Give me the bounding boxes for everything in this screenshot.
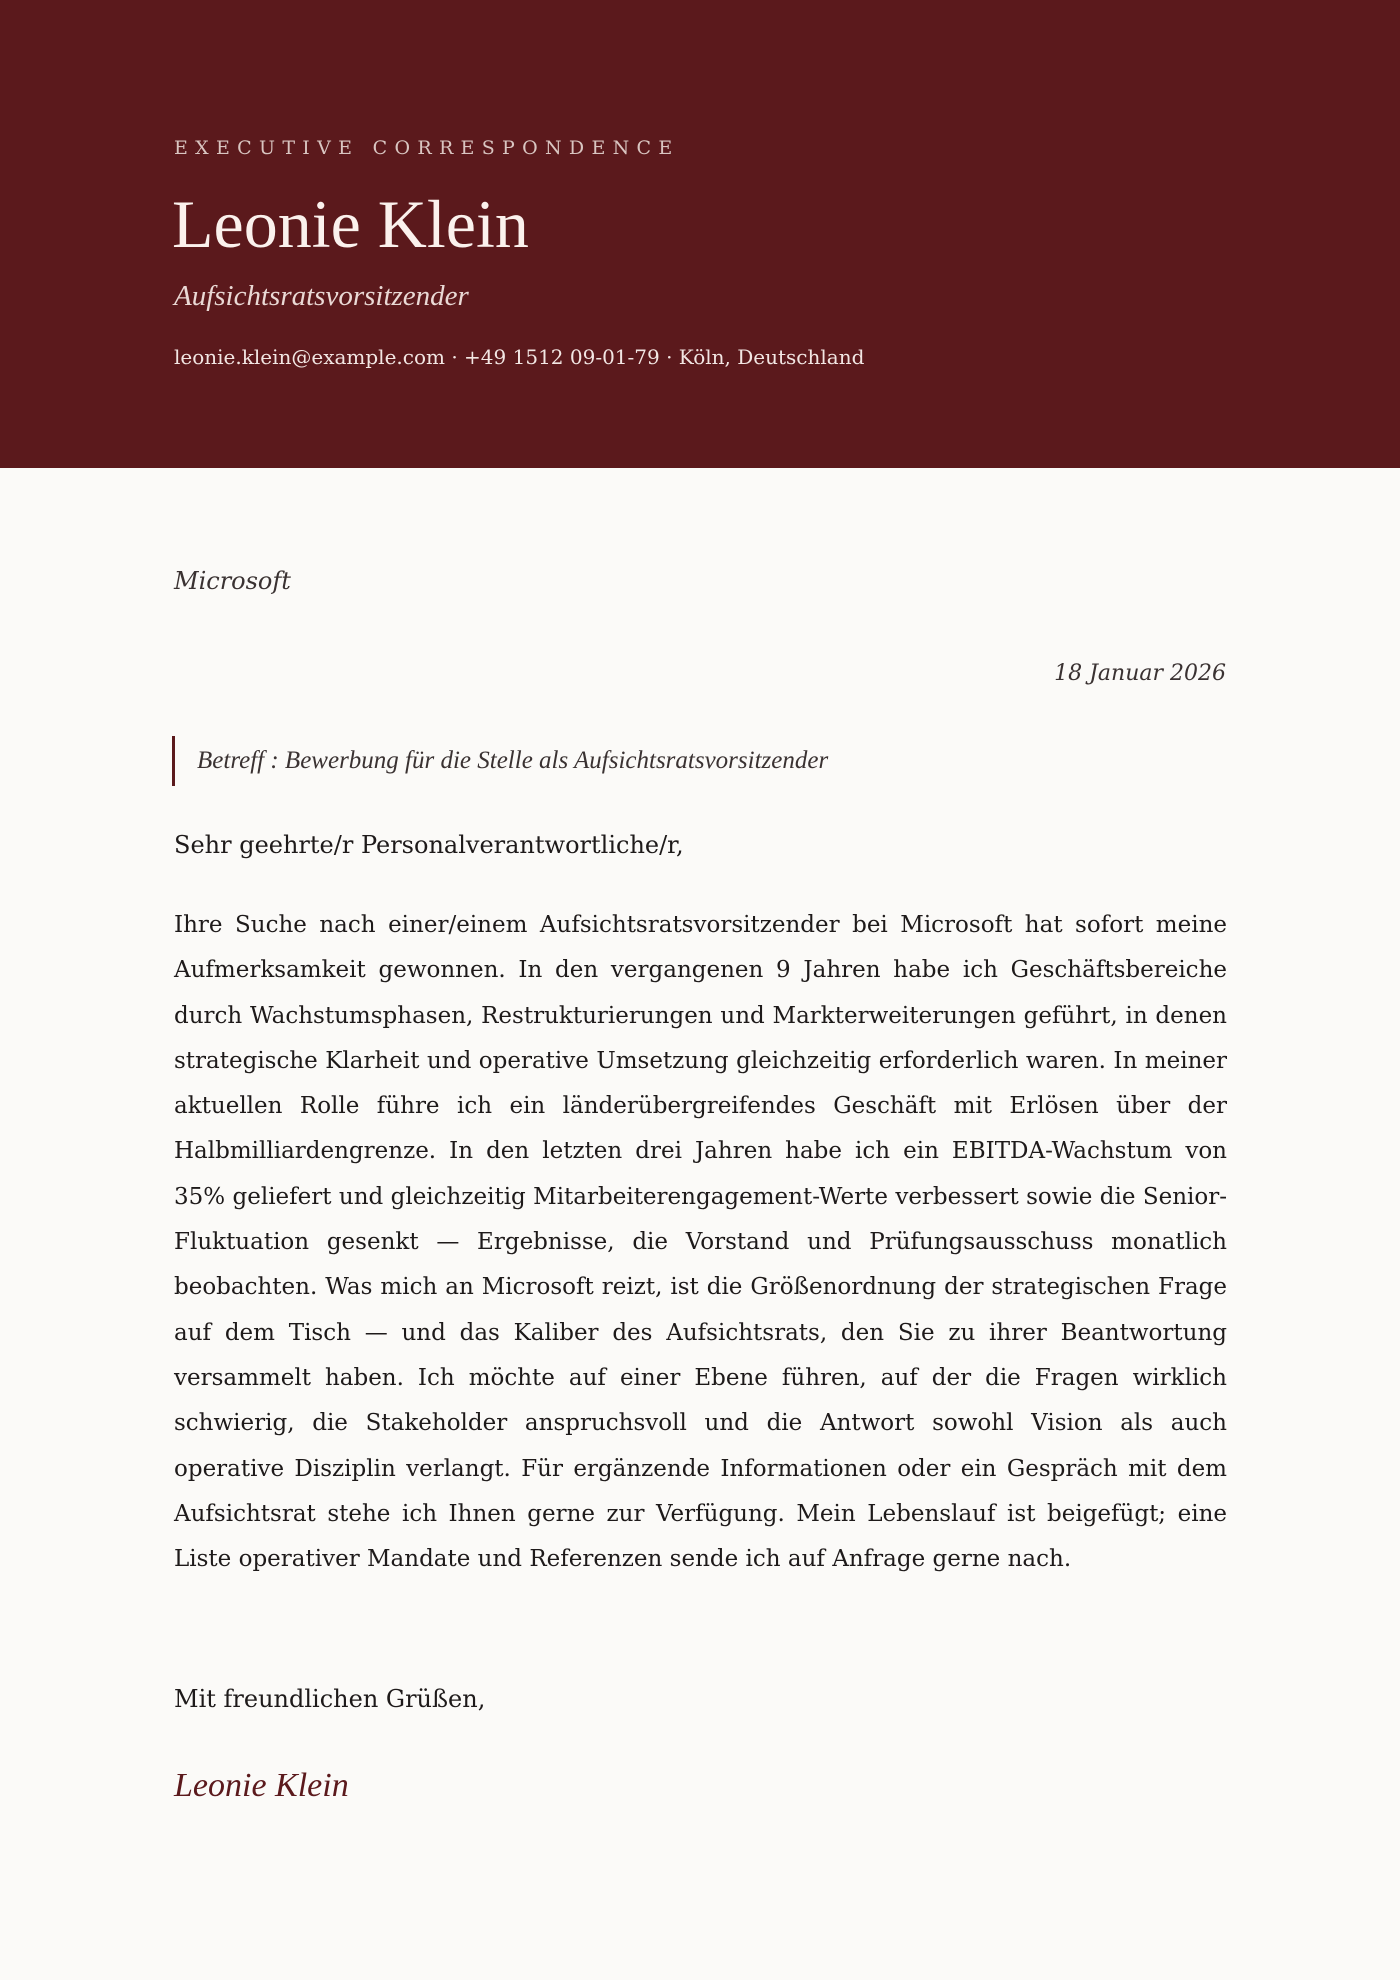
letter-body: Ihre Suche nach einer/einem Aufsichtsratsvorsitzender bei Microsoft hat sofort meine Aufmerksamkeit gewonnen. In den vergangenen 9 Jahren habe ich Geschäftsbereiche durch Wachstumsphasen, Restrukturierungen und Markterweiterungen geführt, in denen strategische Klarheit und operative Umsetzung gleichzeitig erforderlich waren. In meiner aktuellen Rolle führe ich ein länderübergreifendes Geschäft mit Erlösen über der Halbmilliardengrenze. In den letzten drei Jahren habe ich ein EBITDA-Wachstum von 35% geliefert und gleichzeitig Mitarbeiterengagement-Werte verbessert sowie die Senior-Fluktuation gesenkt — Ergebnisse, die Vorstand und Prüfungsausschuss monatlich beobachten. Was mich an Microsoft reizt, ist die Größenordnung der strategischen Frage auf dem Tisch — und das Kaliber des Aufsichtsrats, den Sie zu ihrer Beantwortung versammelt haben. Ich möchte auf einer Ebene führen, auf der die Fragen wirklich schwierig, die Stakeholder anspruchsvoll und die Antwort sowohl Vision als auch operative Disziplin verlangt. Für ergänzende Informationen oder ein Gespräch mit dem Aufsichtsrat stehe ich Ihnen gerne zur Verfügung. Mein Lebenslauf ist beigefügt; eine Liste operativer Mandate und Referenzen sende ich auf Anfrage gerne nach. <box>174 912 1227 1573</box>
recipient-company: Microsoft <box>174 567 291 595</box>
header-eyebrow: EXECUTIVE CORRESPONDENCE <box>174 137 680 159</box>
sender-role: Aufsichtsratsvorsitzender <box>174 280 469 312</box>
sender-contact: leonie.klein@example.com · +49 1512 09-01-79 · Köln, Deutschland <box>174 345 865 369</box>
letter-date: 18 Januar 2026 <box>1054 661 1226 686</box>
salutation: Sehr geehrte/r Personalverantwortliche/r, <box>174 831 684 859</box>
letter-header <box>0 0 1400 468</box>
subject-text: Betreff : Bewerbung für die Stelle als Aufsichtsratsvorsitzender <box>197 747 829 774</box>
sender-name: Leonie Klein <box>172 186 529 262</box>
subject-line <box>172 736 828 786</box>
closing-phrase: Mit freundlichen Grüßen, <box>174 1685 486 1713</box>
signature: Leonie Klein <box>174 1767 349 1804</box>
